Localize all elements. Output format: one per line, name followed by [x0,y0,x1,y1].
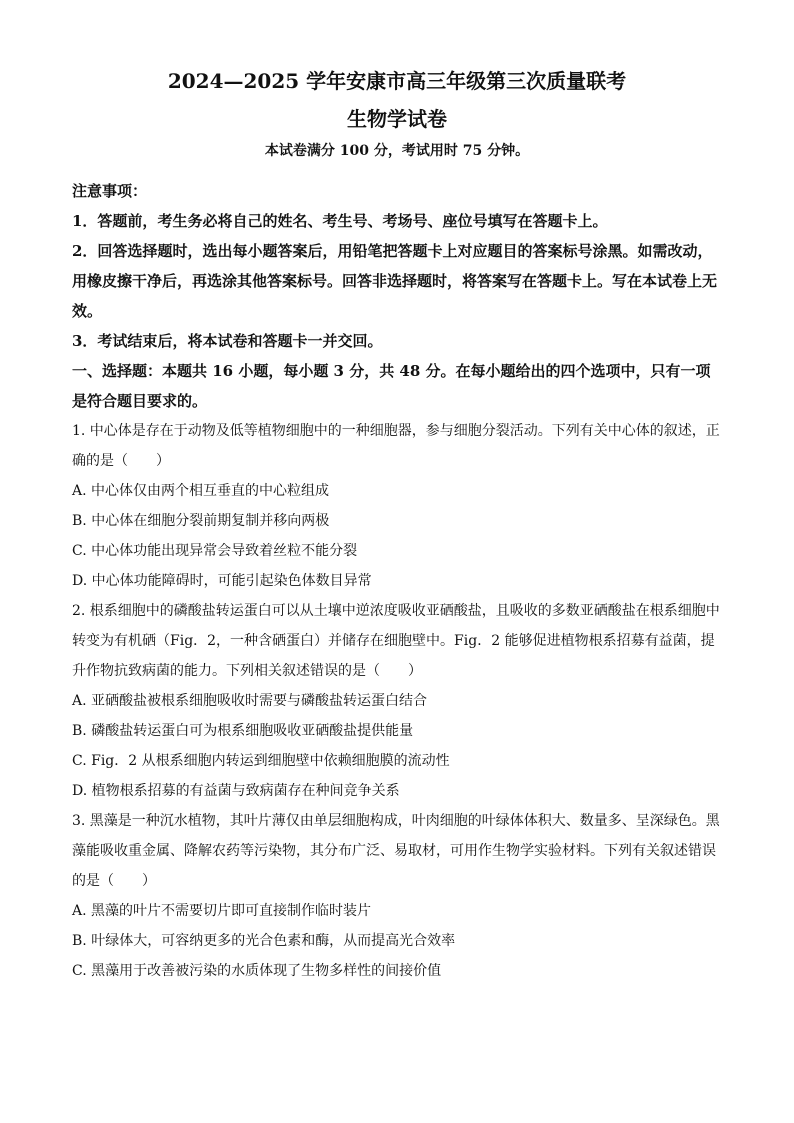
question-3 [72,806,722,986]
option-b: B. 中心体在细胞分裂前期复制并移向两极 [72,513,330,529]
question-stem: 3. 黑藻是一种沉水植物，其叶片薄仅由单层细胞构成，叶肉细胞的叶绿体体积大、数量多、呈深绿色。黑藻能吸收重金属、降解农药等污染物，其分布广泛、易取材，可用作生物学实验材料。下列有关叙述错误的是（ ） [72,813,720,889]
question-stem: 2. 根系细胞中的磷酸盐转运蛋白可以从土壤中逆浓度吸收亚硒酸盐，且吸收的多数亚硒酸盐在根系细胞中转变为有机硒（Fig．2，一种含硒蛋白）并储存在细胞壁中。Fig．2 能够促进植物根系招募有益菌，提升作物抗致病菌的能力。下列相关叙述错误的是（ ） [72,603,720,679]
score-info: 本试卷满分 100 分，考试用时 75 分钟。 [264,143,530,159]
notice-heading: 注意事项： [72,182,148,200]
exam-title: 2024—2025 学年安康市高三年级第三次质量联考 [167,69,627,93]
section-heading: 一、选择题：本题共 16 小题，每小题 3 分，共 48 分。在每小题给出的四个选项中，只有一项是符合题目要求的。 [72,362,711,410]
question-1 [72,416,722,596]
option-b: B. 叶绿体大，可容纳更多的光合色素和酶，从而提高光合效率 [72,933,456,949]
notice-item: 1．答题前，考生务必将自己的姓名、考生号、考场号、座位号填写在答题卡上。 [72,212,608,230]
option-d: D. 植物根系招募的有益菌与致病菌存在种间竞争关系 [72,783,400,799]
notice-item: 3．考试结束后，将本试卷和答题卡一并交回。 [72,332,383,350]
notice-item: 2．回答选择题时，选出每小题答案后，用铅笔把答题卡上对应题目的答案标号涂黑。如需改动，用橡皮擦干净后，再选涂其他答案标号。回答非选择题时，将答案写在答题卡上。写在本试卷上无效。 [72,242,718,320]
option-a: A. 中心体仅由两个相互垂直的中心粒组成 [72,483,330,499]
option-a: A. 亚硒酸盐被根系细胞吸收时需要与磷酸盐转运蛋白结合 [72,693,428,709]
option-a: A. 黑藻的叶片不需要切片即可直接制作临时装片 [72,903,372,919]
option-c: C. 中心体功能出现异常会导致着丝粒不能分裂 [72,543,358,559]
exam-subject: 生物学试卷 [347,107,447,131]
option-d: D. 中心体功能障碍时，可能引起染色体数目异常 [72,573,372,589]
exam-page [72,66,722,986]
option-c: C. Fig．2 从根系细胞内转运到细胞壁中依赖细胞膜的流动性 [72,753,450,769]
option-b: B. 磷酸盐转运蛋白可为根系细胞吸收亚硒酸盐提供能量 [72,723,414,739]
option-c: C. 黑藻用于改善被污染的水质体现了生物多样性的间接价值 [72,963,442,979]
question-stem: 1. 中心体是存在于动物及低等植物细胞中的一种细胞器，参与细胞分裂活动。下列有关中心体的叙述，正确的是（ ） [72,423,720,469]
question-2 [72,596,722,806]
